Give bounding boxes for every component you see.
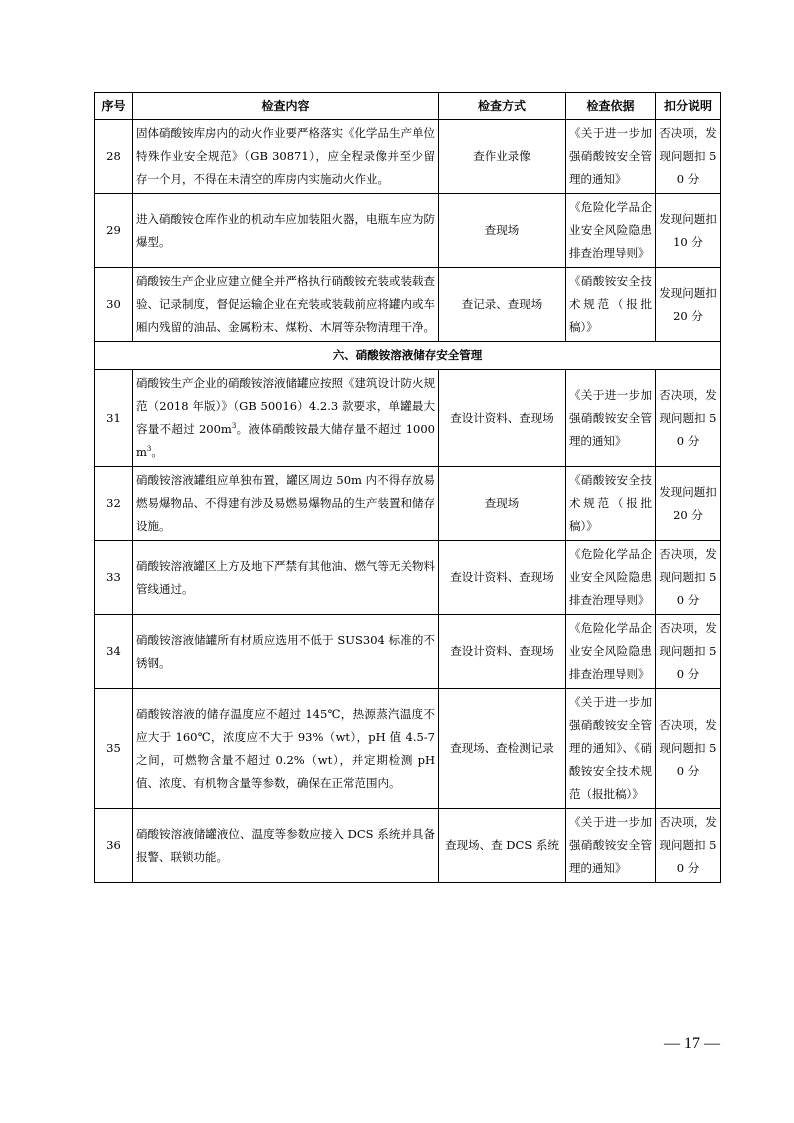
row-content: 进入硝酸铵仓库作业的机动车应加装阻火器，电瓶车应为防爆型。	[133, 194, 439, 268]
table-row	[95, 615, 721, 689]
header-content: 检查内容	[133, 93, 439, 120]
table-row	[95, 541, 721, 615]
row-method: 查设计资料、查现场	[439, 615, 566, 689]
row-deduct: 否决项，发现问题扣 50 分	[656, 689, 721, 809]
row-content: 硝酸铵生产企业的硝酸铵溶液储罐应按照《建筑设计防火规范（2018 年版）》（GB 50016）4.2.3 款要求，单罐最大容量不超过 $200m^3$。液体硝酸铵最大储存量不超过 $1000m^3$。	[133, 370, 439, 467]
page-number: — 17 —	[664, 1035, 720, 1052]
row-no: 28	[95, 120, 133, 194]
row-deduct: 否决项，发现问题扣 50 分	[656, 809, 721, 883]
table-row	[95, 467, 721, 541]
table-row	[95, 194, 721, 268]
row-deduct: 否决项，发现问题扣 50 分	[656, 120, 721, 194]
table-row	[95, 268, 721, 342]
row-deduct: 否决项，发现问题扣 50 分	[656, 370, 721, 467]
row-method: 查记录、查现场	[439, 268, 566, 342]
table-row	[95, 370, 721, 467]
header-basis: 检查依据	[566, 93, 656, 120]
row-deduct: 发现问题扣 20 分	[656, 467, 721, 541]
row-no: 36	[95, 809, 133, 883]
section-title: 六、硝酸铵溶液储存安全管理	[95, 342, 721, 370]
row-content: 硝酸铵溶液罐组应单独布置，罐区周边 50m 内不得存放易燃易爆物品、不得建有涉及易燃易爆物品的生产装置和储存设施。	[133, 467, 439, 541]
row-no: 32	[95, 467, 133, 541]
row-method: 查现场	[439, 194, 566, 268]
row-no: 33	[95, 541, 133, 615]
row-deduct: 否决项，发现问题扣 50 分	[656, 615, 721, 689]
row-content: 硝酸铵生产企业应建立健全并严格执行硝酸铵充装或装载查验、记录制度，督促运输企业在充装或装载前应将罐内或车厢内残留的油品、金属粉末、煤粉、木屑等杂物清理干净。	[133, 268, 439, 342]
row-content: 硝酸铵溶液罐区上方及地下严禁有其他油、燃气等无关物料管线通过。	[133, 541, 439, 615]
row-basis: 《危险化学品企业安全风险隐患排查治理导则》	[566, 541, 656, 615]
row-method: 查设计资料、查现场	[439, 370, 566, 467]
row-content: 固体硝酸铵库房内的动火作业要严格落实《化学品生产单位特殊作业安全规范》（GB 30871），应全程录像并至少留存一个月，不得在未清空的库房内实施动火作业。	[133, 120, 439, 194]
row-no: 30	[95, 268, 133, 342]
row-method: 查设计资料、查现场	[439, 541, 566, 615]
inspection-table	[94, 92, 721, 883]
table-header-row	[95, 93, 721, 120]
section-row	[95, 342, 721, 370]
row-content: 硝酸铵溶液储罐所有材质应选用不低于 SUS304 标准的不锈钢。	[133, 615, 439, 689]
row-basis: 《关于进一步加强硝酸铵安全管理的通知》、《硝酸铵安全技术规范（报批稿）》	[566, 689, 656, 809]
row-basis: 《关于进一步加强硝酸铵安全管理的通知》	[566, 370, 656, 467]
row-basis: 《关于进一步加强硝酸铵安全管理的通知》	[566, 809, 656, 883]
row-deduct: 否决项，发现问题扣 50 分	[656, 541, 721, 615]
row-deduct: 发现问题扣 10 分	[656, 194, 721, 268]
row-method: 查现场、查 DCS 系统	[439, 809, 566, 883]
row-basis: 《关于进一步加强硝酸铵安全管理的通知》	[566, 120, 656, 194]
table-row	[95, 809, 721, 883]
row-deduct: 发现问题扣 20 分	[656, 268, 721, 342]
row-method: 查现场	[439, 467, 566, 541]
row-basis: 《危险化学品企业安全风险隐患排查治理导则》	[566, 194, 656, 268]
row-basis: 《危险化学品企业安全风险隐患排查治理导则》	[566, 615, 656, 689]
row-content: 硝酸铵溶液储罐液位、温度等参数应接入 DCS 系统并具备报警、联锁功能。	[133, 809, 439, 883]
row-method: 查现场、查检测记录	[439, 689, 566, 809]
header-deduct: 扣分说明	[656, 93, 721, 120]
row-method: 查作业录像	[439, 120, 566, 194]
row-basis: 《硝酸铵安全技术规范（报批稿）》	[566, 268, 656, 342]
row-no: 35	[95, 689, 133, 809]
header-method: 检查方式	[439, 93, 566, 120]
row-content: 硝酸铵溶液的储存温度应不超过 145℃，热源蒸汽温度不应大于 160℃，浓度应不大于 93%（wt），pH 值 4.5-7 之间，可燃物含量不超过 0.2%（wt），并定期检测 pH 值、浓度、有机物含量等参数，确保在正常范围内。	[133, 689, 439, 809]
row-basis: 《硝酸铵安全技术规范（报批稿）》	[566, 467, 656, 541]
row-no: 31	[95, 370, 133, 467]
table-row	[95, 689, 721, 809]
header-no: 序号	[95, 93, 133, 120]
row-no: 29	[95, 194, 133, 268]
row-no: 34	[95, 615, 133, 689]
table-row	[95, 120, 721, 194]
